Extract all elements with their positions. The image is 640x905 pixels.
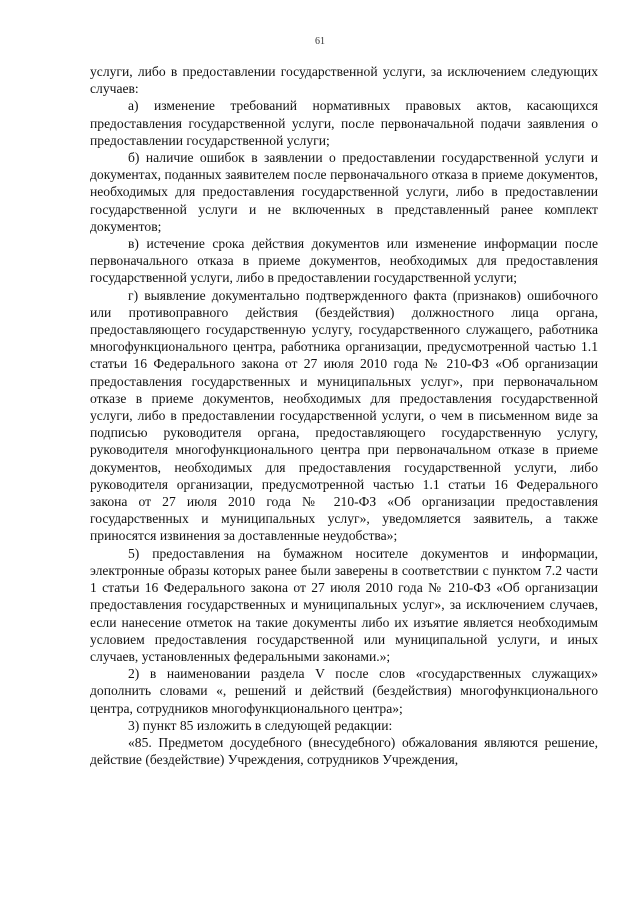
paragraph-point-85: «85. Предметом досудебного (внесудебного) обжалования являются решение, действие (бездействие) Учреждения, сотрудников Учреждения,	[90, 734, 598, 768]
paragraph-item-g: г) выявление документально подтвержденного факта (признаков) ошибочного или противоправного действия (бездействия) должностного лица органа, предоставляющего государственную услугу, государственного служащего, работника многофункционального центра, работника организации, предусмотренной частью 1.1 статьи 16 Федерального закона от 27 июля 2010 года № 210-ФЗ «Об организации предоставления государственных и муниципальных услуг», при первоначальном отказе в приеме документов, необходимых для предоставления государственной услуги, либо в предоставлении государственной услуги, о чем в письменном виде за подписью руководителя органа, предоставляющего государственную услугу, руководителя многофункционального центра при первоначальном отказе в приеме документов, необходимых для предоставления государственной услуги, либо руководителя организации, предусмотренной частью 1.1 статьи 16 Федерального закона от 27 июля 2010 года № 210-ФЗ «Об организации предоставления государственных и муниципальных услуг», уведомляется заявитель, а также приносятся извинения за доставленные неудобства»;	[90, 287, 598, 544]
paragraph-continuation: услуги, либо в предоставлении государственной услуги, за исключением следующих случаев:	[90, 64, 598, 97]
paragraph-item-b: б) наличие ошибок в заявлении о предоставлении государственной услуги и документах, поданных заявителем после первоначального отказа в приеме документов, необходимых для предоставления государственной услуги, либо в предоставлении государственной услуги и не включенных в представленный ранее комплект документов;	[90, 150, 598, 234]
paragraph-item-a: а) изменение требований нормативных правовых актов, касающихся предоставления государственной услуги, после первоначальной подачи заявления о предоставлении государственной услуги;	[90, 98, 598, 148]
page-number: 61	[315, 36, 325, 47]
document-body	[90, 63, 598, 768]
paragraph-item-5: 5) предоставления на бумажном носителе документов и информации, электронные образы которых ранее были заверены в соответствии с пунктом 7.2 части 1 статьи 16 Федерального закона от 27 июля 2010 года № 210-ФЗ «Об организации предоставления государственных и муниципальных услуг», за исключением случаев, если нанесение отметок на такие документы либо их изъятие является необходимым условием предоставления государственной или муниципальной услуги, и иных случаев, установленных федеральными законами.»;	[90, 545, 598, 664]
paragraph-item-v: в) истечение срока действия документов или изменение информации после первоначального отказа в приеме документов, необходимых для предоставления государственной услуги, либо в предоставлении государственной услуги;	[90, 236, 598, 286]
paragraph-amendment-2: 2) в наименовании раздела V после слов «государственных служащих» дополнить словами «, решений и действий (бездействия) многофункционального центра, сотрудников многофункционального центра»;	[90, 666, 598, 716]
paragraph-amendment-3: 3) пункт 85 изложить в следующей редакции:	[128, 717, 393, 733]
